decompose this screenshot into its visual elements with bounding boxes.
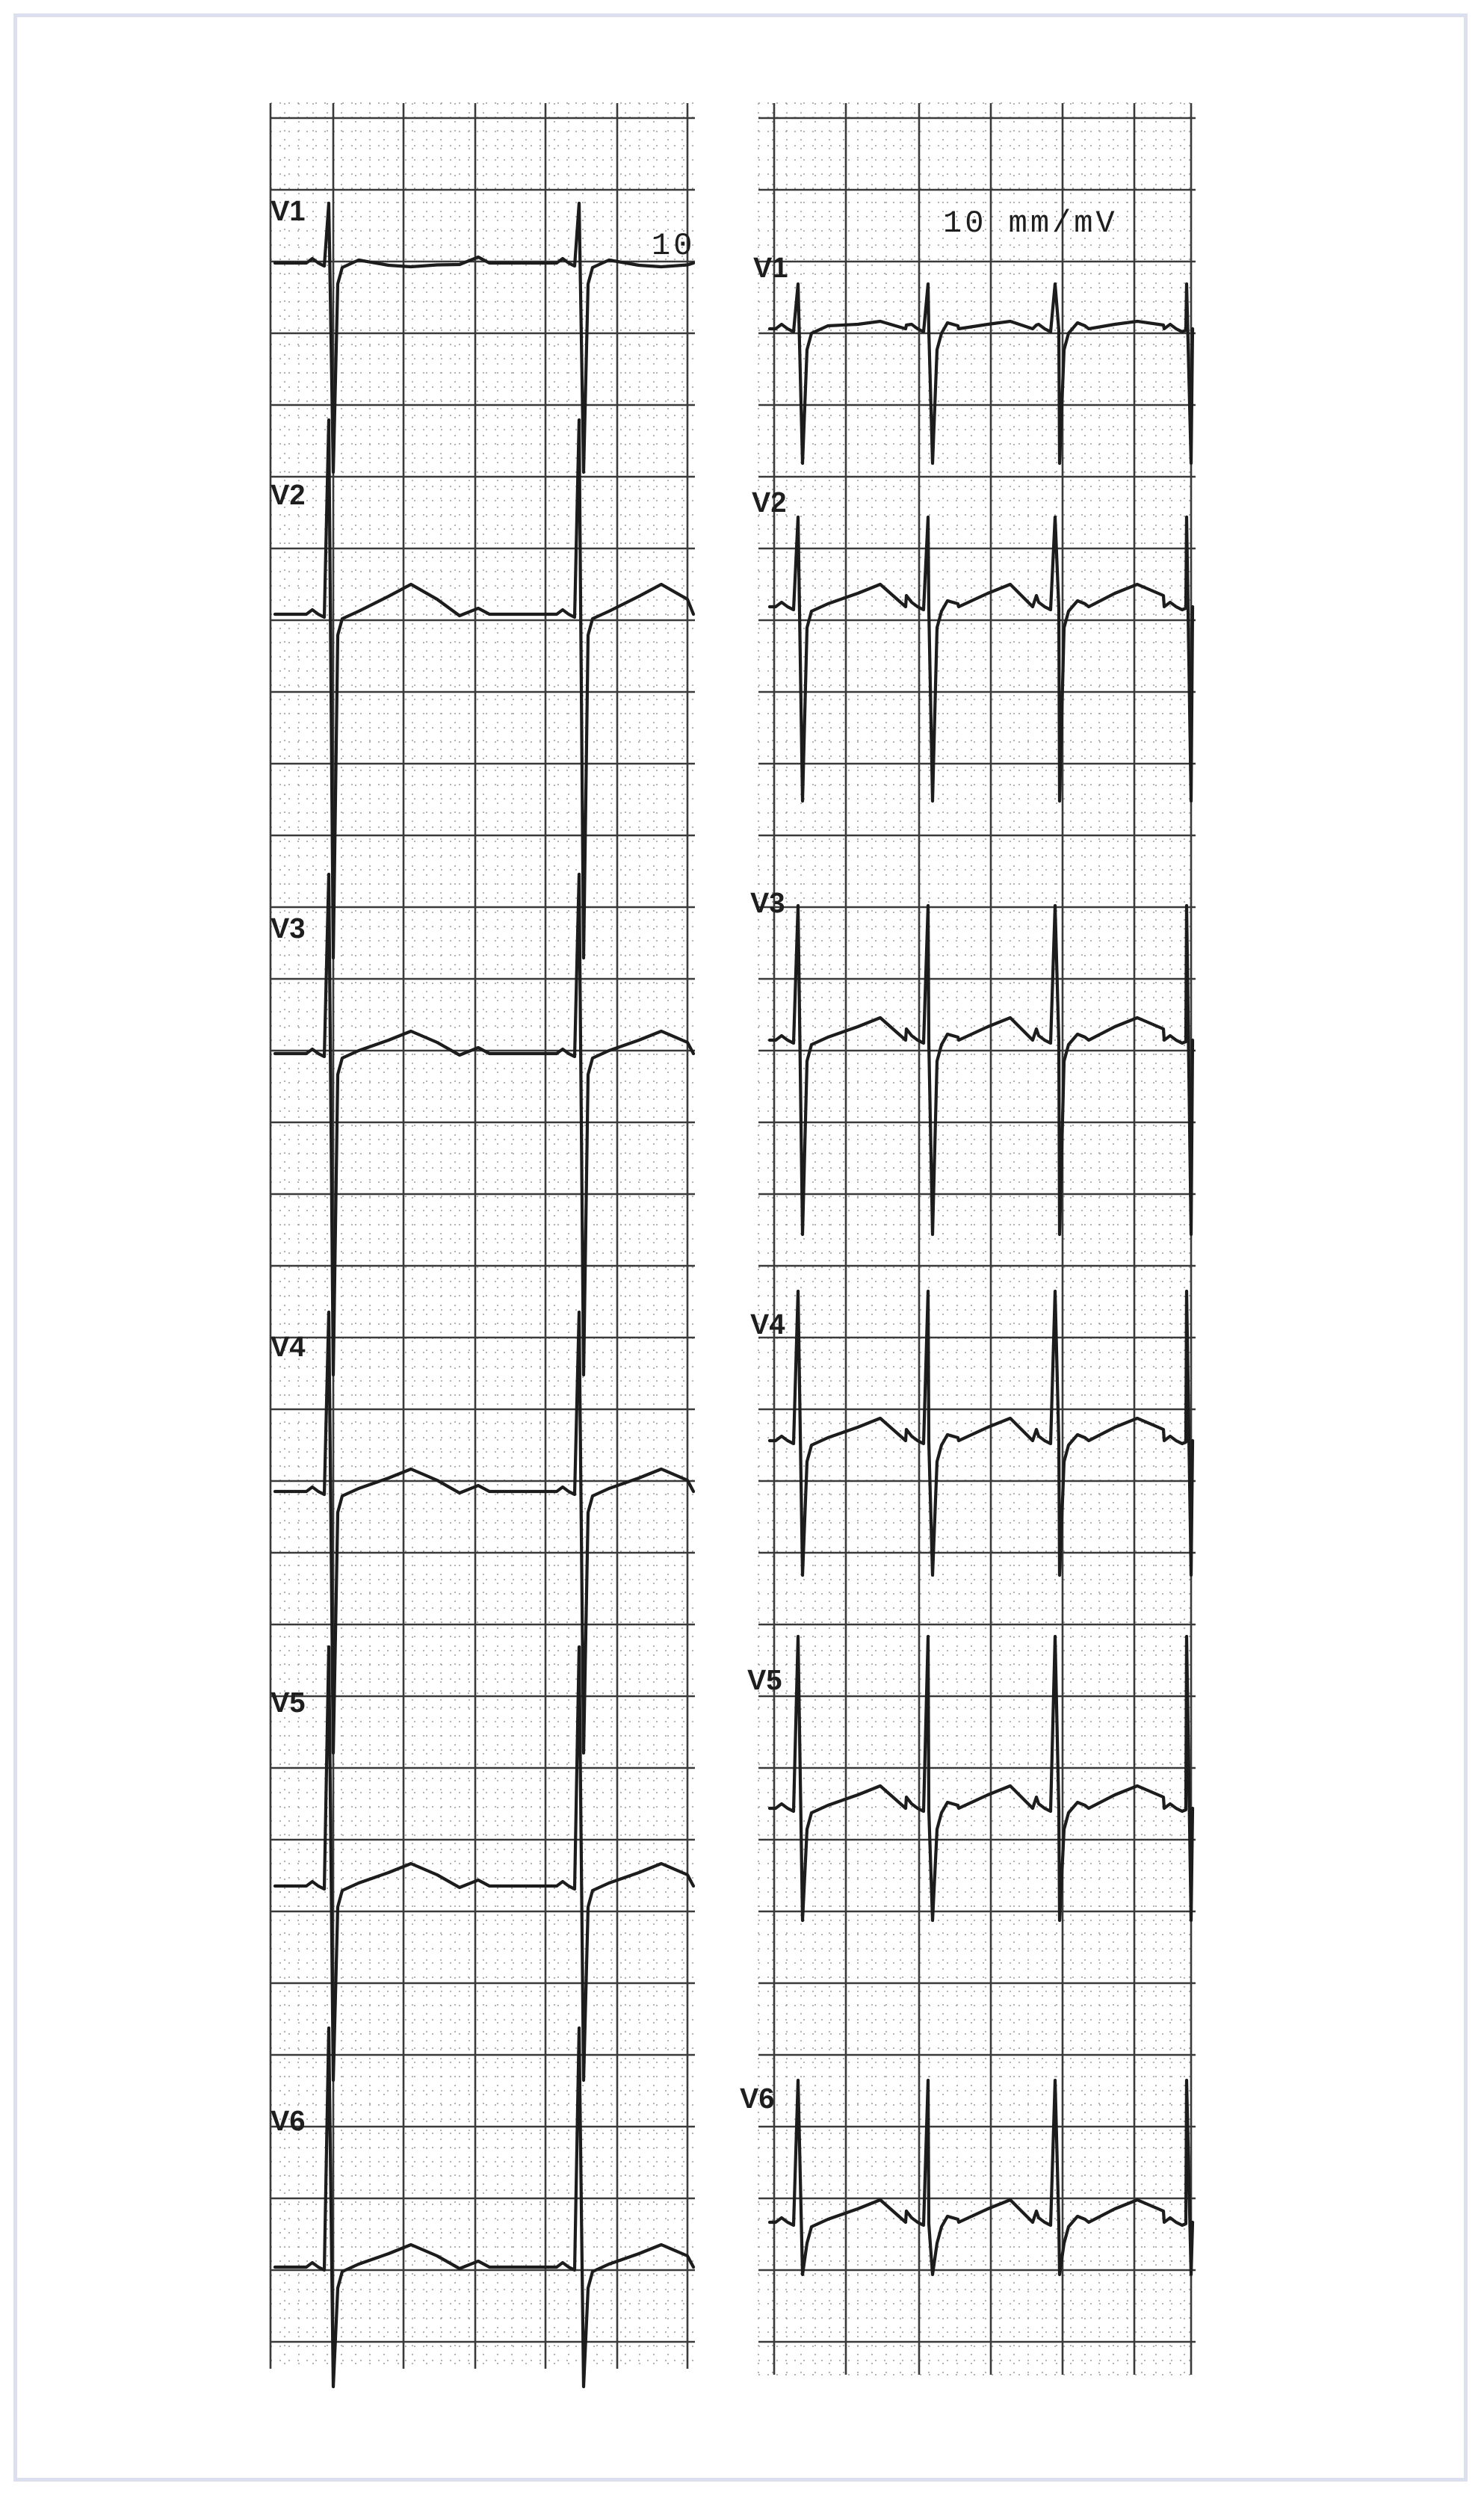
lead-label-right-v3: V3: [750, 888, 785, 919]
ecg-trace-right-v1: [770, 284, 1193, 463]
ecg-trace-left-v3: [275, 874, 693, 1375]
lead-label-right-v1: V1: [753, 253, 788, 284]
ecg-trace-right-v6: [770, 2080, 1193, 2275]
ecg-trace-left-v4: [275, 1312, 693, 1753]
lead-label-right-v6: V6: [740, 2083, 775, 2115]
ecg-panel-left: [270, 103, 695, 2387]
lead-label-left-v1: V1: [270, 196, 306, 227]
ecg-trace-left-v1: [275, 203, 696, 472]
scale-label-left: 10: [652, 228, 696, 264]
ecg-trace-right-v3: [770, 906, 1193, 1234]
ecg-trace-right-v5: [770, 1636, 1193, 1920]
lead-label-left-v4: V4: [270, 1332, 306, 1363]
lead-label-right-v5: V5: [747, 1665, 782, 1696]
lead-label-right-v4: V4: [750, 1309, 785, 1341]
ecg-panel-right: [758, 103, 1196, 2375]
ecg-trace-right-v2: [770, 517, 1193, 801]
lead-label-left-v3: V3: [270, 913, 306, 945]
lead-label-left-v5: V5: [270, 1687, 306, 1719]
lead-label-right-v2: V2: [752, 487, 787, 519]
ecg-trace-right-v4: [770, 1291, 1193, 1575]
lead-label-left-v6: V6: [270, 2106, 306, 2137]
ecg-trace-left-v6: [275, 2028, 693, 2387]
scale-label-right: 10 mm/mV: [943, 205, 1118, 241]
grid-right: [758, 103, 1196, 2375]
lead-label-left-v2: V2: [270, 480, 306, 511]
